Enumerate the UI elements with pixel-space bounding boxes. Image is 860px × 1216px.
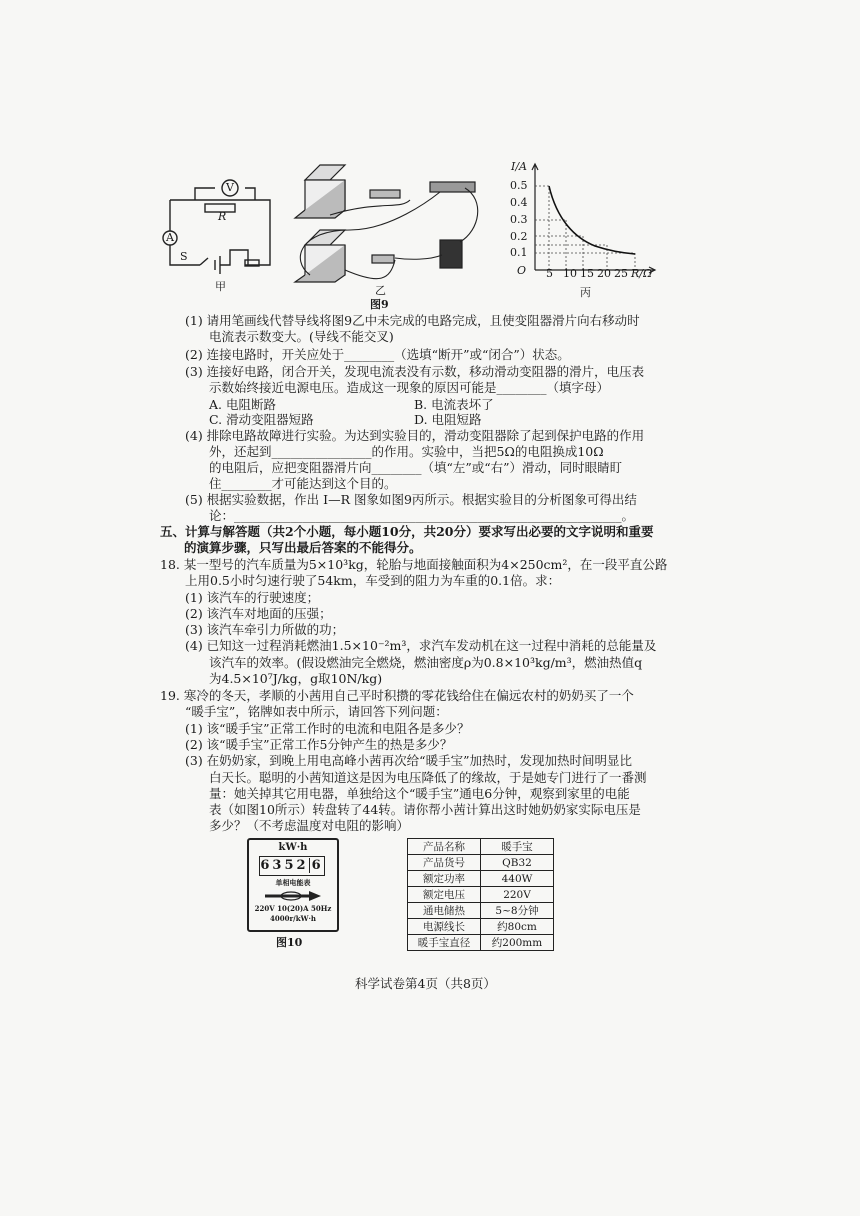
spec-row [408, 919, 554, 935]
meter-arrow-icon [263, 890, 323, 902]
text-line: 外，还起到________________的作用。实验中，当把5Ω的电阻换成10Ω [209, 444, 604, 459]
text-line: 19. 寒冷的冬天，孝顺的小茜用自己平时积攒的零花钱给住在偏远农村的奶奶买了一个 [160, 688, 634, 703]
text-line: (1) 请用笔画线代替导线将图9乙中未完成的电路完成，且使变阻器滑片向右移动时 [185, 313, 640, 328]
spec-key: 产品名称 [408, 839, 481, 855]
energy-meter-figure [247, 838, 339, 932]
spec-row [408, 887, 554, 903]
text-line: 论：______________________________________________________________。 [209, 508, 635, 523]
text-line: (2) 该汽车对地面的压强； [185, 606, 332, 621]
figure-label-yi: 乙 [375, 284, 386, 297]
meter-rate: 4000r/kW·h [270, 914, 316, 923]
text-line: 多少？（不考虑温度对电阻的影响） [209, 818, 410, 833]
text-line: (1) 该“暖手宝”正常工作时的电流和电阻各是多少？ [185, 721, 470, 736]
switch-label: S [180, 250, 188, 263]
text-line: “暖手宝”，铭牌如表中所示，请回答下列问题： [185, 704, 448, 719]
text-line: 白天长。聪明的小茜知道这是因为电压降低了的缘故，于是她专门进行了一番测 [209, 770, 647, 785]
text-line: 住________才可能达到这个目的。 [209, 476, 397, 491]
spec-row [408, 839, 554, 855]
meter-reading [259, 856, 325, 876]
spec-row [408, 935, 554, 951]
text-line: (3) 在奶奶家，到晚上用电高峰小茜再次给“暖手宝”加热时，发现加热时间明显比 [185, 753, 632, 768]
figure-label-jia: 甲 [215, 280, 226, 293]
meter-digits: 6352 [260, 858, 309, 873]
figure-9-caption: 图9 [370, 298, 389, 311]
option-d: D. 电阻短路 [414, 412, 482, 427]
graph-xtick: 15 [580, 267, 594, 280]
spec-key: 额定功率 [408, 871, 481, 887]
graph-x-axis-label: R/Ω [631, 267, 653, 280]
spec-key: 通电储热 [408, 903, 481, 919]
circuit-diagram-jia [160, 170, 280, 280]
figure-10-caption: 图10 [276, 936, 303, 949]
graph-xtick: 10 [563, 267, 577, 280]
meter-type: 单相电能表 [275, 878, 311, 887]
graph-y-axis-label: I/A [511, 160, 527, 173]
resistor-label: R [218, 210, 227, 223]
meter-last-digit: 6 [309, 858, 324, 873]
figure-label-bing: 丙 [580, 286, 591, 299]
spec-row [408, 903, 554, 919]
figure-9 [160, 160, 660, 310]
spec-value: 440W [481, 871, 554, 887]
text-line: 18. 某一型号的汽车质量为5×10³kg，轮胎与地面接触面积为4×250cm²，在一段平直公路 [160, 557, 668, 572]
spec-key: 电源线长 [408, 919, 481, 935]
spec-table [407, 838, 554, 951]
text-line: (2) 连接电路时，开关应处于________（选填“断开”或“闭合”）状态。 [185, 347, 570, 362]
graph-ytick: 0.3 [510, 213, 528, 226]
graph-ytick: 0.5 [510, 179, 528, 192]
graph-xtick: 25 [614, 267, 628, 280]
spec-key: 产品货号 [408, 855, 481, 871]
graph-ytick: 0.1 [510, 246, 528, 259]
text-line: 该汽车的效率。(假设燃油完全燃烧，燃油密度ρ为0.8×10³kg/m³，燃油热值q [209, 655, 643, 670]
voltmeter-symbol: V [226, 181, 234, 194]
text-line: (5) 根据实验数据，作出 I—R 图象如图9丙所示。根据实验目的分析图象可得出结 [185, 492, 637, 507]
option-a: A. 电阻断路 [209, 397, 276, 412]
spec-value: 约80cm [481, 919, 554, 935]
text-line: (3) 该汽车牵引力所做的功； [185, 622, 345, 637]
section-5-heading: 的演算步骤，只写出最后答案的不能得分。 [184, 540, 422, 555]
section-5-heading: 五、计算与解答题（共2个小题，每小题10分，共20分）要求写出必要的文字说明和重要 [160, 524, 654, 539]
spec-key: 暖手宝直径 [408, 935, 481, 951]
text-line: (1) 该汽车的行驶速度； [185, 590, 320, 605]
page-footer: 科学试卷第4页（共8页） [355, 976, 496, 991]
text-line: 为4.5×10⁷J/kg，g取10N/kg) [209, 671, 383, 686]
apparatus-illustration-yi [290, 160, 500, 285]
graph-ytick: 0.2 [510, 230, 528, 243]
text-line: 的电阻后，应把变阻器滑片向________（填“左”或“右”）滑动，同时眼睛盯 [209, 460, 623, 475]
graph-origin: O [517, 264, 527, 277]
text-line: 示数始终接近电源电压。造成这一现象的原因可能是________（填字母） [209, 380, 610, 395]
text-line: 电流表示数变大。(导线不能交叉) [209, 329, 394, 344]
meter-spec: 220V 10(20)A 50Hz [254, 904, 332, 913]
spec-value: QB32 [481, 855, 554, 871]
graph-xtick: 20 [597, 267, 611, 280]
text-line: (4) 排除电路故障进行实验。为达到实验目的，滑动变阻器除了起到保护电路的作用 [185, 428, 645, 443]
graph-ytick: 0.4 [510, 196, 528, 209]
option-c: C. 滑动变阻器短路 [209, 412, 314, 427]
text-line: (3) 连接好电路，闭合开关，发现电流表没有示数，移动滑动变阻器的滑片，电压表 [185, 364, 645, 379]
spec-value: 5~8分钟 [481, 903, 554, 919]
spec-row [408, 855, 554, 871]
text-line: 上用0.5小时匀速行驶了54km，车受到的阻力为车重的0.1倍。求： [185, 573, 561, 588]
text-line: (4) 已知这一过程消耗燃油1.5×10⁻²m³，求汽车发动机在这一过程中消耗的总能量及 [185, 638, 657, 653]
meter-unit: kW·h [278, 842, 308, 853]
text-line: 表（如图10所示）转盘转了44转。请你帮小茜计算出这时她奶奶家实际电压是 [209, 802, 641, 817]
spec-row [408, 871, 554, 887]
spec-value: 暖手宝 [481, 839, 554, 855]
ammeter-symbol: A [166, 231, 174, 244]
spec-value: 220V [481, 887, 554, 903]
text-line: 量：她关掉其它用电器，单独给这个“暖手宝”通电6分钟，观察到家里的电能 [209, 786, 630, 801]
option-b: B. 电流表坏了 [414, 397, 494, 412]
text-line: (2) 该“暖手宝”正常工作5分钟产生的热是多少？ [185, 737, 453, 752]
spec-value: 约200mm [481, 935, 554, 951]
spec-key: 额定电压 [408, 887, 481, 903]
graph-xtick: 5 [546, 267, 553, 280]
